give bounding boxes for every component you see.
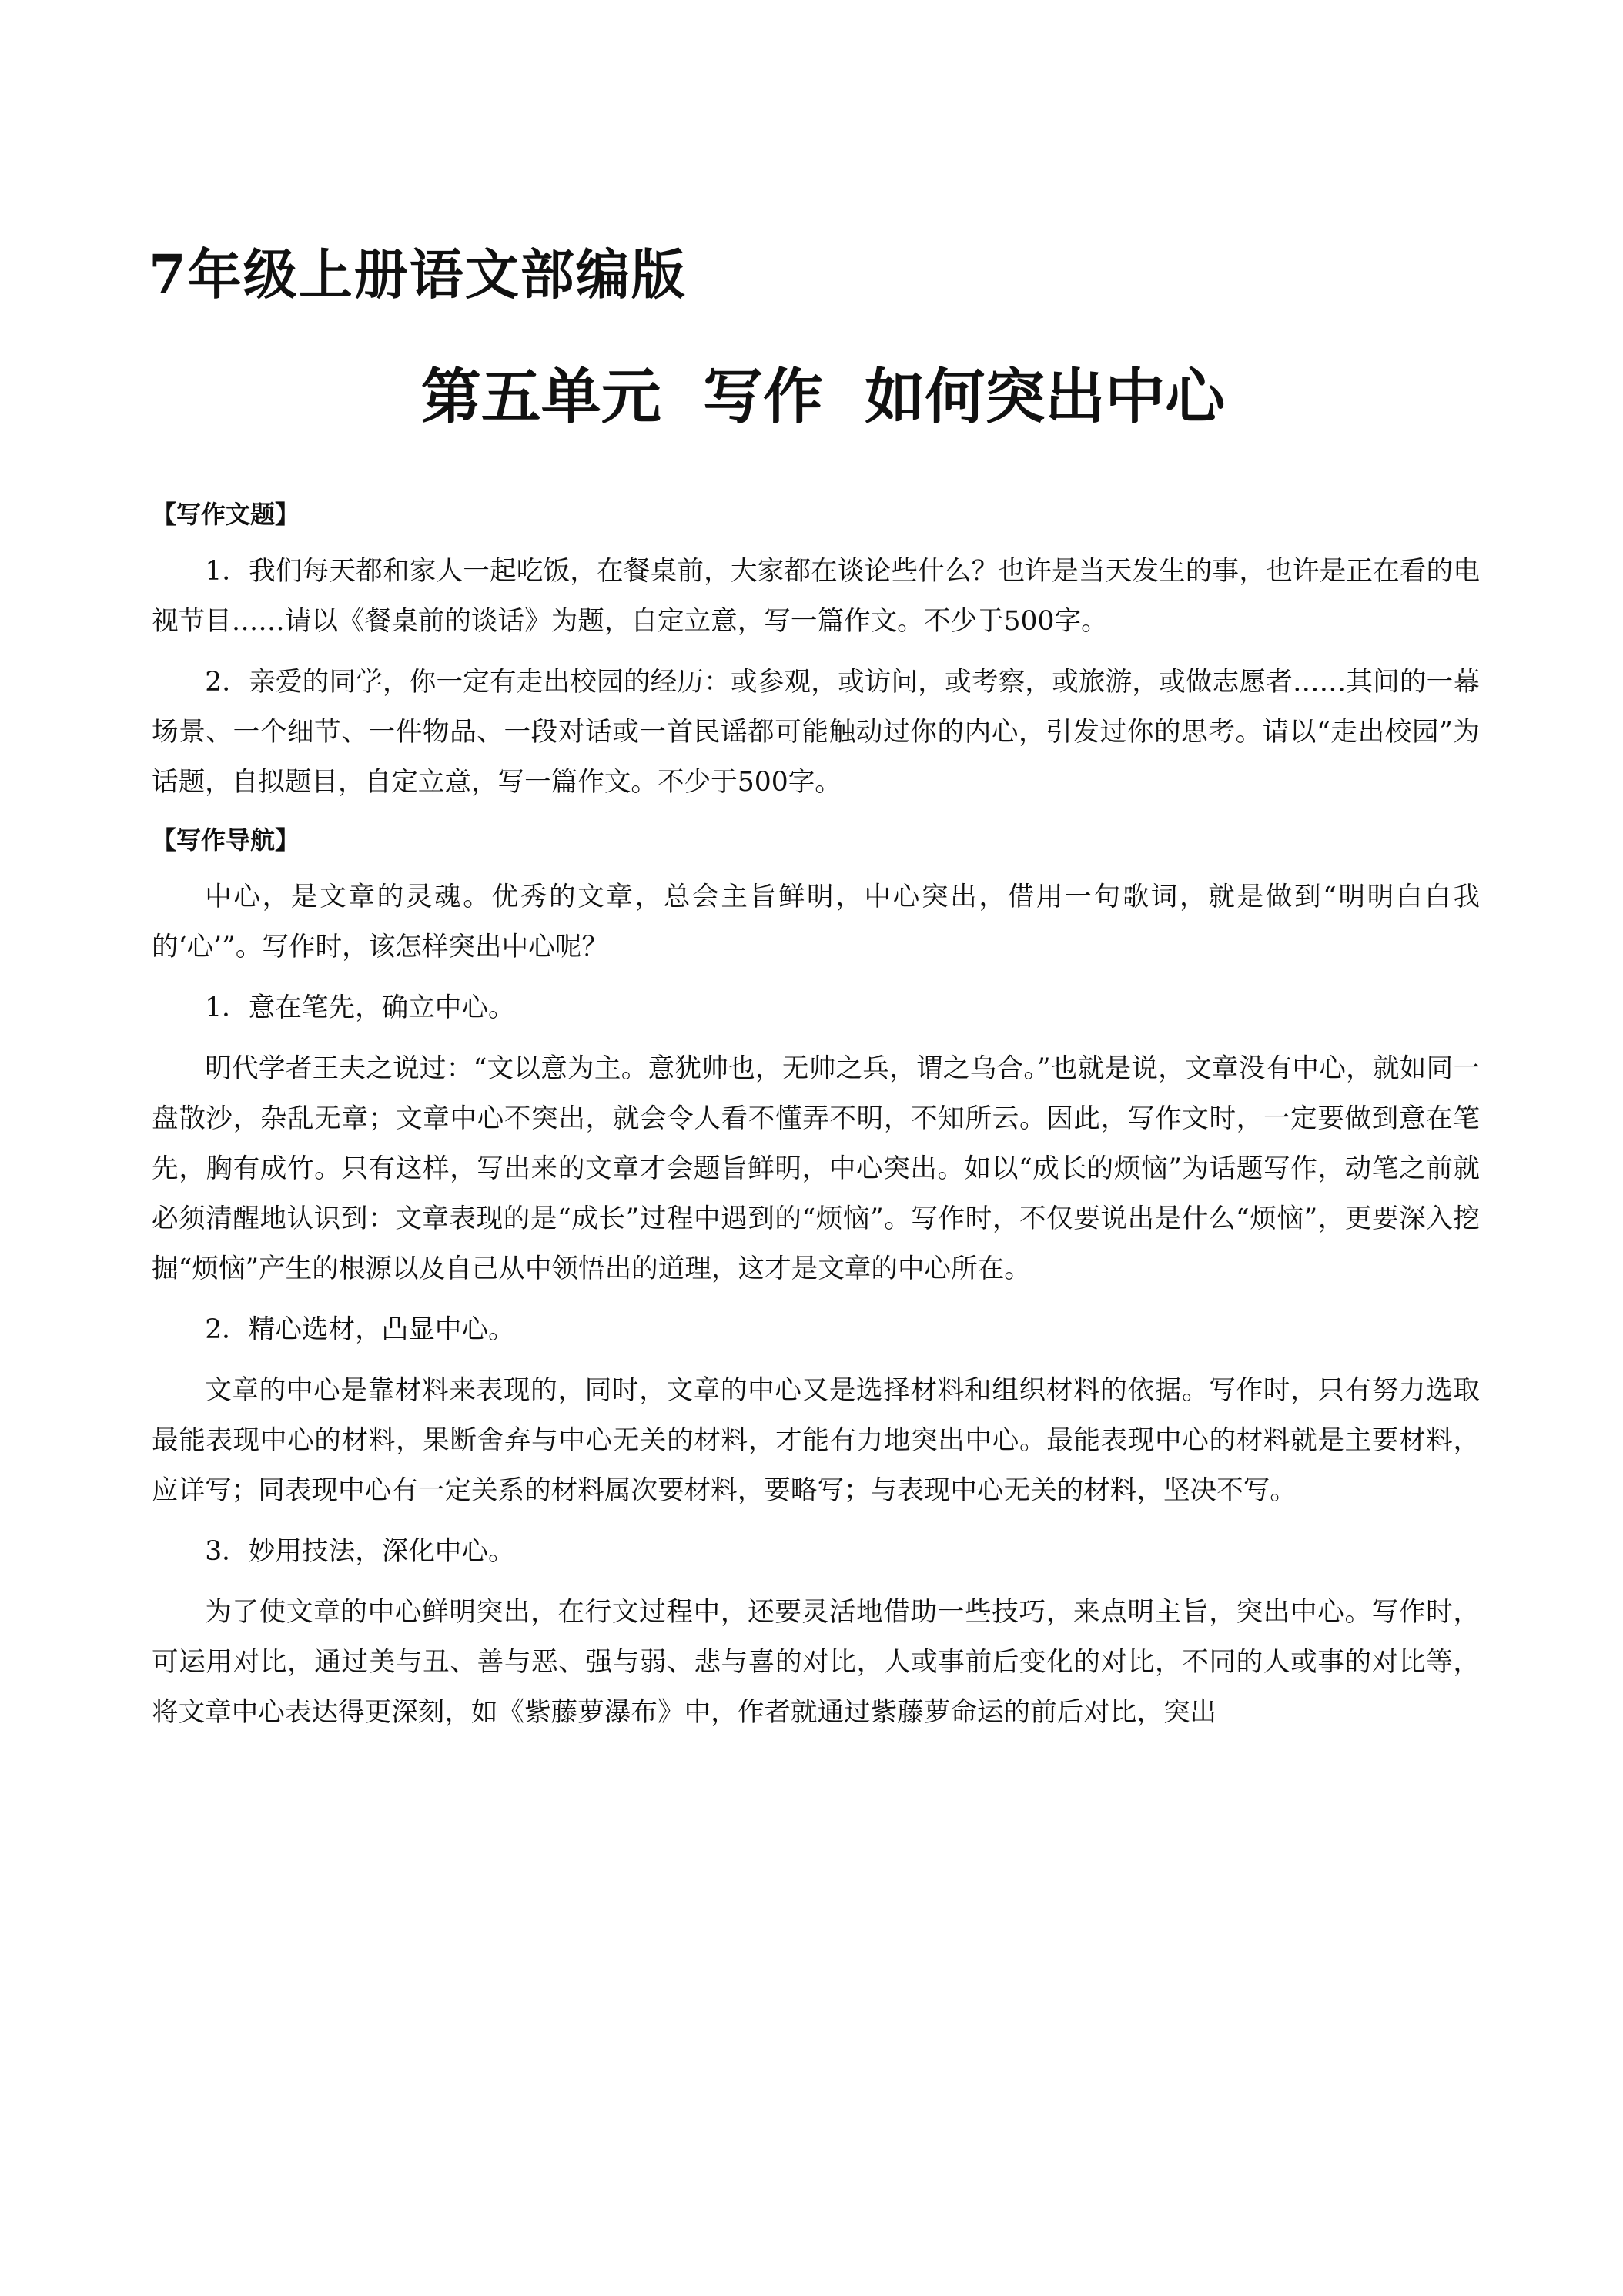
topic-paragraph-2: 2．亲爱的同学，你一定有走出校园的经历：或参观，或访问，或考察，或旅游，或做志愿者……其间的一幕场景、一个细节、一件物品、一段对话或一首民谣都可能触动过你的内心，引发过你的思考。请以“走出校园”为话题，自拟题目，自定立意，写一篇作文。不少于500字。 — [152, 667, 1480, 798]
topic-paragraph-1: 1．我们每天都和家人一起吃饭，在餐桌前，大家都在谈论些什么？也许是当天发生的事，也许是正在看的电视节目……请以《餐桌前的谈话》为题，自定立意，写一篇作文。不少于500字。 — [152, 556, 1480, 637]
guide-point-1-heading: 1．意在笔先，确立中心。 — [205, 992, 515, 1023]
document-body — [152, 493, 1480, 1749]
guide-point-1-body: 明代学者王夫之说过：“文以意为主。意犹帅也，无帅之兵，谓之乌合。”也就是说，文章没有中心，就如同一盘散沙，杂乱无章；文章中心不突出，就会令人看不懂弄不明，不知所云。因此，写作文时，一定要做到意在笔先，胸有成竹。只有这样，写出来的文章才会题旨鲜明，中心突出。如以“成长的烦恼”为话题写作，动笔之前就必须清醒地认识到：文章表现的是“成长”过程中遇到的“烦恼”。写作时，不仅要说出是什么“烦恼”，更要深入挖掘“烦恼”产生的根源以及自己从中领悟出的道理，这才是文章的中心所在。 — [152, 1053, 1480, 1284]
document-header: 7年级上册语文部编版 — [149, 243, 687, 306]
guide-intro-paragraph: 中心，是文章的灵魂。优秀的文章，总会主旨鲜明，中心突出，借用一句歌词，就是做到“明明白白我的‘心’”。写作时，该怎样突出中心呢？ — [152, 882, 1480, 962]
page-title: 第五单元 写作 如何突出中心 — [420, 362, 1226, 432]
section-heading-topics: 【写作文题】 — [152, 500, 300, 529]
guide-point-3-body: 为了使文章的中心鲜明突出，在行文过程中，还要灵活地借助一些技巧，来点明主旨，突出中心。写作时，可运用对比，通过美与丑、善与恶、强与弱、悲与喜的对比，人或事前后变化的对比，不同的人或事的对比等，将文章中心表达得更深刻，如《紫藤萝瀑布》中，作者就通过紫藤萝命运的前后对比，突出 — [152, 1597, 1480, 1728]
guide-point-3-heading: 3．妙用技法，深化中心。 — [205, 1536, 515, 1567]
guide-point-2-heading: 2．精心选材，凸显中心。 — [205, 1314, 515, 1345]
guide-point-2-body: 文章的中心是靠材料来表现的，同时，文章的中心又是选择材料和组织材料的依据。写作时，只有努力选取最能表现中心的材料，果断舍弃与中心无关的材料，才能有力地突出中心。最能表现中心的材料就是主要材料，应详写；同表现中心有一定关系的材料属次要材料，要略写；与表现中心无关的材料，坚决不写。 — [152, 1375, 1480, 1506]
section-heading-guide: 【写作导航】 — [152, 825, 300, 855]
